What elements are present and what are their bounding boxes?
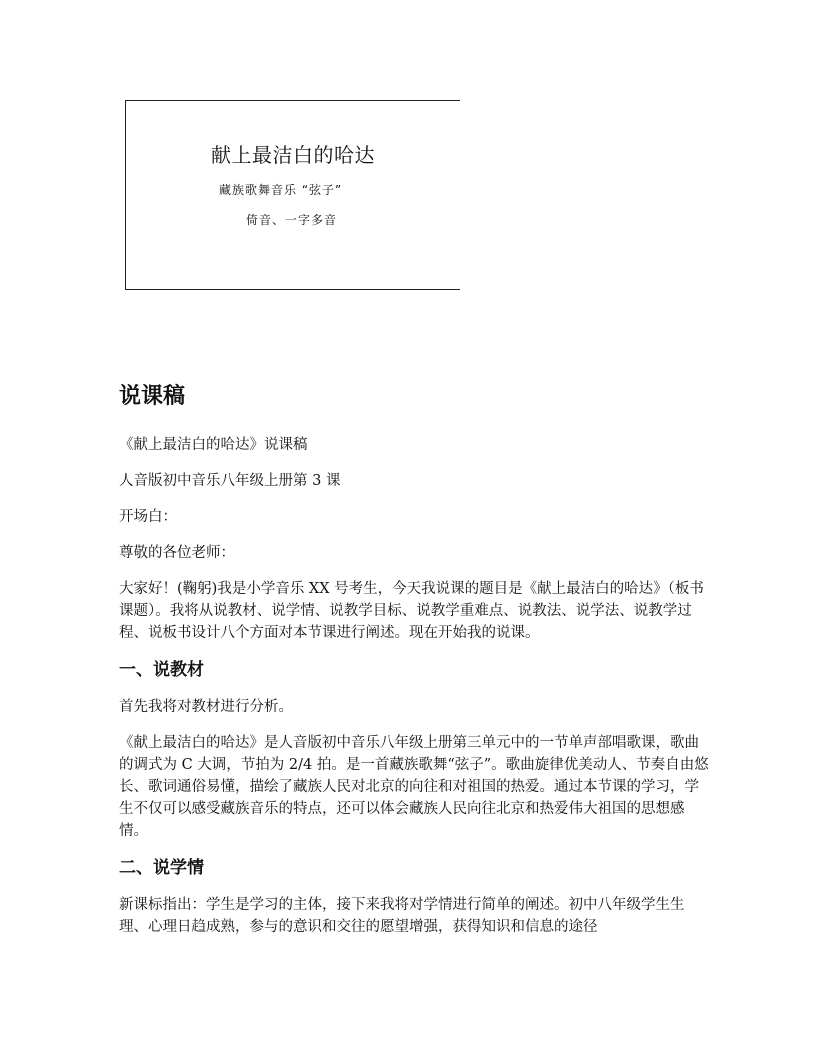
paragraph-students: 新课标指出：学生是学习的主体，接下来我将对学情进行简单的阐述。初中八年级学生生理、心理日趋成熟，参与的意识和交往的愿望增强，获得知识和信息的途径	[119, 897, 685, 935]
paragraph-textbook: 人音版初中音乐八年级上册第 3 课	[119, 473, 341, 489]
slide-note: 倚音、一字多音	[246, 213, 338, 227]
paragraph-lesson-title: 《献上最洁白的哈达》说课稿	[119, 437, 308, 453]
document-title: 说课稿	[119, 384, 186, 409]
document-body	[119, 434, 709, 952]
slide-subtitle: 藏族歌舞音乐 “弦子”	[219, 183, 343, 197]
heading-textbook: 一、说教材	[119, 660, 204, 680]
slide-title: 献上最洁白的哈达	[211, 143, 375, 167]
heading-students: 二、说学情	[119, 858, 204, 878]
paragraph-greeting: 尊敬的各位老师：	[119, 545, 235, 561]
paragraph-opening-label: 开场白：	[119, 509, 177, 525]
paragraph-textbook-analysis: 《献上最洁白的哈达》是人音版初中音乐八年级上册第三单元中的一节单声部唱歌课，歌曲的调式为 C 大调，节拍为 2/4 拍。是一首藏族歌舞“弦子”。歌曲旋律优美动人、节奏自由悠长、歌词通俗易懂，描绘了藏族人民对北京的向往和对祖国的热爱。通过本节课的学习，学生不仅可以感受藏族音乐的特点，还可以体会藏族人民向往北京和热爱伟大祖国的思想感情。	[119, 735, 709, 839]
paragraph-intro: 大家好！(鞠躬)我是小学音乐 XX 号考生，今天我说课的题目是《献上最洁白的哈达》（板书课题）。我将从说教材、说学情、说教学目标、说教学重难点、说教法、说学法、说教学过程、说板书设计八个方面对本节课进行阐述。现在开始我的说课。	[119, 581, 704, 641]
paragraph-textbook-intro: 首先我将对教材进行分析。	[119, 699, 293, 715]
slide-thumbnail	[125, 100, 460, 290]
